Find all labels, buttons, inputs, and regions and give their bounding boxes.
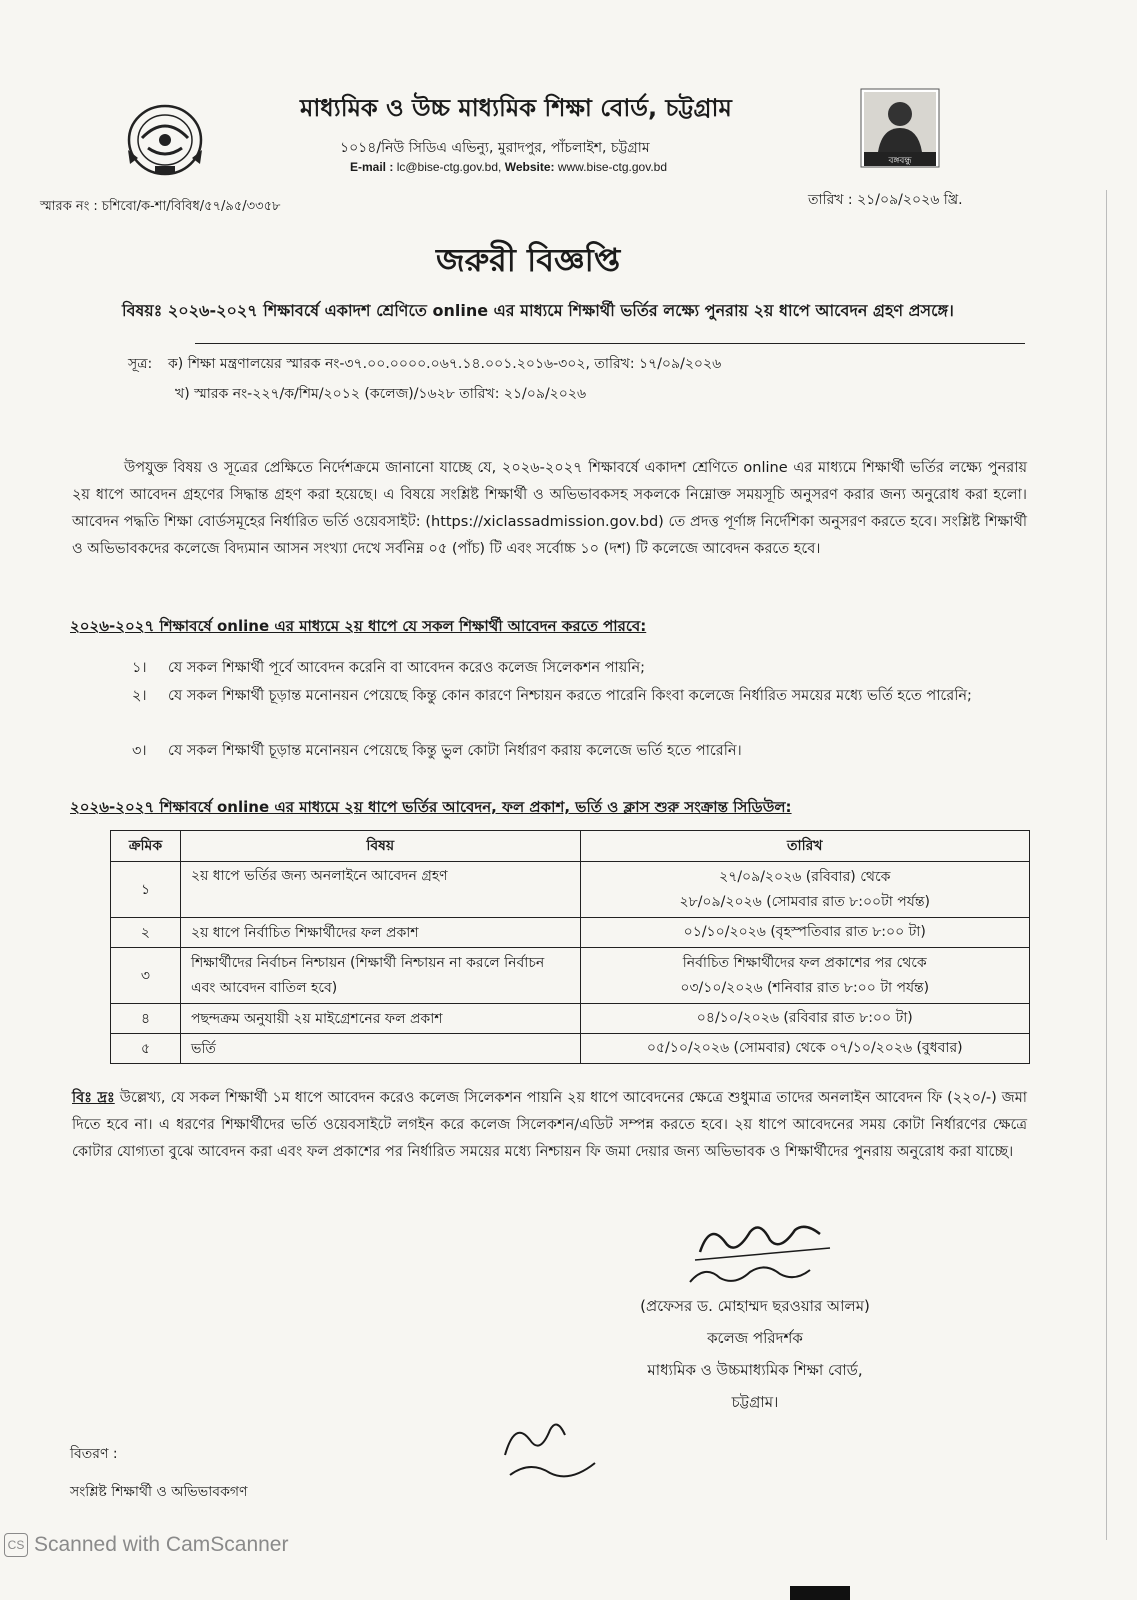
list-item-number: ২। — [132, 688, 147, 704]
contact-line — [350, 160, 667, 174]
cell-serial: ৪ — [111, 1004, 181, 1034]
cell-date: ০৫/১০/২০২৬ (সোমবার) থেকে ০৭/১০/২০২৬ (বুধবার) — [580, 1034, 1030, 1064]
cell-date: ০১/১০/২০২৬ (বৃহস্পতিবার রাত ৮:০০ টা) — [580, 918, 1030, 948]
portrait-emblem — [860, 88, 940, 168]
board-logo-icon — [120, 100, 210, 180]
list-item-text: যে সকল শিক্ষার্থী চূড়ান্ত মনোনয়ন পেয়েছে কিন্তু কোন কারণে নিশ্চায়ন করতে পারেনি কিংবা কলেজে নির্ধারিত সময়ের মধ্যে ভর্তি হতে পারেনি; — [168, 688, 972, 704]
eligibility-heading: ২০২৬-২০২৭ শিক্ষাবর্ষে online এর মাধ্যমে ২য় ধাপে যে সকল শিক্ষার্থী আবেদন করতে পারবে: — [70, 617, 647, 635]
cell-subject: পছন্দক্রম অনুযায়ী ২য় মাইগ্রেশনের ফল প্রকাশ — [180, 1004, 580, 1034]
distribution-label: বিতরণ : — [70, 1446, 118, 1462]
cell-serial: ৩ — [111, 948, 181, 1004]
signatory-office: মাধ্যমিক ও উচ্চমাধ্যমিক শিক্ষা বোর্ড, — [647, 1361, 863, 1379]
column-header-subject: বিষয় — [180, 831, 580, 862]
cell-serial: ১ — [111, 862, 181, 918]
memo-number: স্মারক নং : চশিবো/ক-শা/বিবিধ/৫৭/৯৫/৩৩৫৮ — [40, 199, 281, 214]
list-item-number: ৩। — [132, 743, 147, 759]
scan-artifact — [790, 1586, 850, 1600]
cell-date — [580, 948, 1030, 1004]
cell-subject: ভর্তি — [180, 1034, 580, 1064]
camscanner-watermark — [4, 1533, 288, 1557]
body-paragraph: উপযুক্ত বিষয় ও সূত্রের প্রেক্ষিতে নির্দেশক্রমে জানানো যাচ্ছে যে, ২০২৬-২০২৭ শিক্ষাবর্ষে একাদশ শ্রেণিতে online এর মাধ্যমে শিক্ষার্থী ভর্তির লক্ষ্যে পুনরায় ২য় ধাপে আবেদন গ্রহণের সিদ্ধান্ত গ্রহণ করা হয়েছে। এ বিষয়ে সংশ্লিষ্ট শিক্ষার্থী ও অভিভাবকসহ সকলকে নিম্নোক্ত সময়সূচি অনুসরণ করার জন্য অনুরোধ করা হলো। আবেদন পদ্ধতি শিক্ষা বোর্ডসমূহের নির্ধারিত ভর্তি ওয়েবসাইট: (https://xiclassadmission.gov.bd) তে প্রদত্ত পূর্ণাঙ্গ নির্দেশিকা অনুসরণ করতে হবে। সংশ্লিষ্ট শিক্ষার্থী ও অভিভাবকদের কলেজে বিদ্যমান আসন সংখ্যা দেখে সর্বনিম্ন ০৫ (পাঁচ) টি এবং সর্বোচ্চ ১০ (দশ) টি কলেজে আবেদন করতে হবে। — [72, 460, 1027, 557]
cell-date: ০৪/১০/২০২৬ (রবিবার রাত ৮:০০ টা) — [580, 1004, 1030, 1034]
list-item-text: যে সকল শিক্ষার্থী চূড়ান্ত মনোনয়ন পেয়েছে কিন্তু ভুল কোটা নির্ধারণ করায় কলেজে ভর্তি হতে পারেনি। — [168, 743, 742, 759]
cell-date-line: ০৩/১০/২০২৬ (শনিবার রাত ৮:০০ টা পর্যন্ত) — [680, 979, 930, 996]
cell-serial: ৫ — [111, 1034, 181, 1064]
cell-subject: ২য় ধাপে নির্বাচিত শিক্ষার্থীদের ফল প্রকাশ — [180, 918, 580, 948]
reference-1: ক) শিক্ষা মন্ত্রণালয়ের স্মারক নং-৩৭.০০.০০০০.০৬৭.১৪.০০১.২০১৬-৩০২, তারিখ: ১৭/০৯/২০২৬ — [168, 356, 722, 372]
signatory-name: (প্রফেসর ড. মোহাম্মদ ছরওয়ার আলম) — [640, 1297, 870, 1315]
camscanner-text: Scanned with CamScanner — [34, 1533, 289, 1556]
email-address: lc@bise-ctg.gov.bd, — [396, 160, 502, 174]
board-address: ১০১৪/নিউ সিডিএ এভিন্যু, মুরাদপুর, পাঁচলাইশ, চট্টগ্রাম — [340, 140, 650, 156]
schedule-heading: ২০২৬-২০২৭ শিক্ষাবর্ষে online এর মাধ্যমে ২য় ধাপে ভর্তির আবেদন, ফল প্রকাশ, ভর্তি ও ক্লাস শুরু সংক্রান্ত সিডিউল: — [70, 798, 792, 816]
column-header-serial: ক্রমিক — [111, 831, 181, 862]
subject-underline — [195, 343, 1025, 344]
portrait-caption: বঙ্গবন্ধু — [888, 156, 912, 166]
note-label: বিঃ দ্রঃ — [72, 1090, 115, 1106]
list-item — [132, 738, 1022, 765]
cell-subject: শিক্ষার্থীদের নির্বাচন নিশ্চায়ন (শিক্ষার্থী নিশ্চায়ন না করলে নির্বাচন এবং আবেদন বাতিল হবে) — [180, 948, 580, 1004]
list-item — [132, 655, 1022, 682]
cell-date-line: ২৮/০৯/২০২৬ (সোমবার রাত ৮:০০টা পর্যন্ত) — [679, 893, 930, 910]
cell-serial: ২ — [111, 918, 181, 948]
distribution-recipient: সংশ্লিষ্ট শিক্ষার্থী ও অভিভাবকগণ — [70, 1484, 248, 1500]
reference-2: খ) স্মারক নং-২২৭/ক/শিম/২০১২ (কলেজ)/১৬২৮ তারিখ: ২১/০৯/২০২৬ — [175, 386, 587, 402]
note-text: উল্লেখ্য, যে সকল শিক্ষার্থী ১ম ধাপে আবেদন করেও কলেজ সিলেকশন পায়নি ২য় ধাপে আবেদনের ক্ষেত্রে শুধুমাত্র তাদের অনলাইন আবেদন ফি (২২০/-) জমা দিতে হবে না। এ ধরণের শিক্ষার্থীদের ভর্তি ওয়েবসাইটে লগইন করে কলেজ সিলেকশন/এডিট সম্পন্ন করতে হবে। ২য় ধাপে আবেদনের সময় কোটা নির্ধারণের ক্ষেত্রে কোটার যোগ্যতা বুঝে আবেদন করা এবং ফল প্রকাশের পর নির্ধারিত সময়ের মধ্যে নিশ্চায়ন ফি জমা দেয়ার জন্য অভিভাবক ও শিক্ষার্থীদের পুনরায় অনুরোধ করা যাচ্ছে। — [72, 1090, 1027, 1160]
note-paragraph — [72, 1085, 1027, 1166]
cell-subject: ২য় ধাপে ভর্তির জন্য অনলাইনে আবেদন গ্রহণ — [180, 862, 580, 918]
reference-label: সূত্র: — [128, 356, 153, 372]
table-row — [111, 948, 1030, 1004]
list-item — [132, 683, 1022, 710]
table-header-row — [111, 831, 1030, 862]
issue-date: তারিখ : ২১/০৯/২০২৬ খ্রি. — [808, 192, 963, 208]
website-address: www.bise-ctg.gov.bd — [557, 160, 668, 174]
list-item-text: যে সকল শিক্ষার্থী পূর্বে আবেদন করেনি বা আবেদন করেও কলেজ সিলেকশন পায়নি; — [168, 660, 645, 676]
table-row — [111, 1034, 1030, 1064]
subject-line: বিষয়ঃ ২০২৬-২০২৭ শিক্ষাবর্ষে একাদশ শ্রেণিতে online এর মাধ্যমে শিক্ষার্থী ভর্তির লক্ষ্যে পুনরায় ২য় ধাপে আবেদন গ্রহণ প্রসঙ্গে। — [122, 301, 954, 320]
website-label: Website: — [504, 160, 555, 174]
schedule-table — [110, 830, 1030, 1064]
cell-date-line: ২৭/০৯/২০২৬ (রবিবার) থেকে — [719, 868, 891, 885]
table-row — [111, 1004, 1030, 1034]
camscanner-logo-icon: CS — [4, 1533, 28, 1557]
email-label: E-mail : — [350, 160, 394, 174]
column-header-date: তারিখ — [580, 831, 1030, 862]
page-edge-line — [1106, 190, 1107, 1540]
signatory-city: চট্টগ্রাম। — [731, 1393, 779, 1411]
table-row — [111, 918, 1030, 948]
cell-date-line: নির্বাচিত শিক্ষার্থীদের ফল প্রকাশের পর থেকে — [682, 954, 927, 971]
table-row — [111, 862, 1030, 918]
signature-block — [590, 1290, 920, 1418]
cell-date — [580, 862, 1030, 918]
board-name: মাধ্যমিক ও উচ্চ মাধ্যমিক শিক্ষা বোর্ড, চট্টগ্রাম — [300, 94, 732, 122]
initials-icon — [495, 1405, 615, 1485]
signature-icon — [680, 1212, 840, 1292]
notice-title: জরুরী বিজ্ঞপ্তি — [436, 241, 621, 279]
list-item-number: ১। — [132, 660, 147, 676]
signatory-designation: কলেজ পরিদর্শক — [707, 1329, 803, 1347]
